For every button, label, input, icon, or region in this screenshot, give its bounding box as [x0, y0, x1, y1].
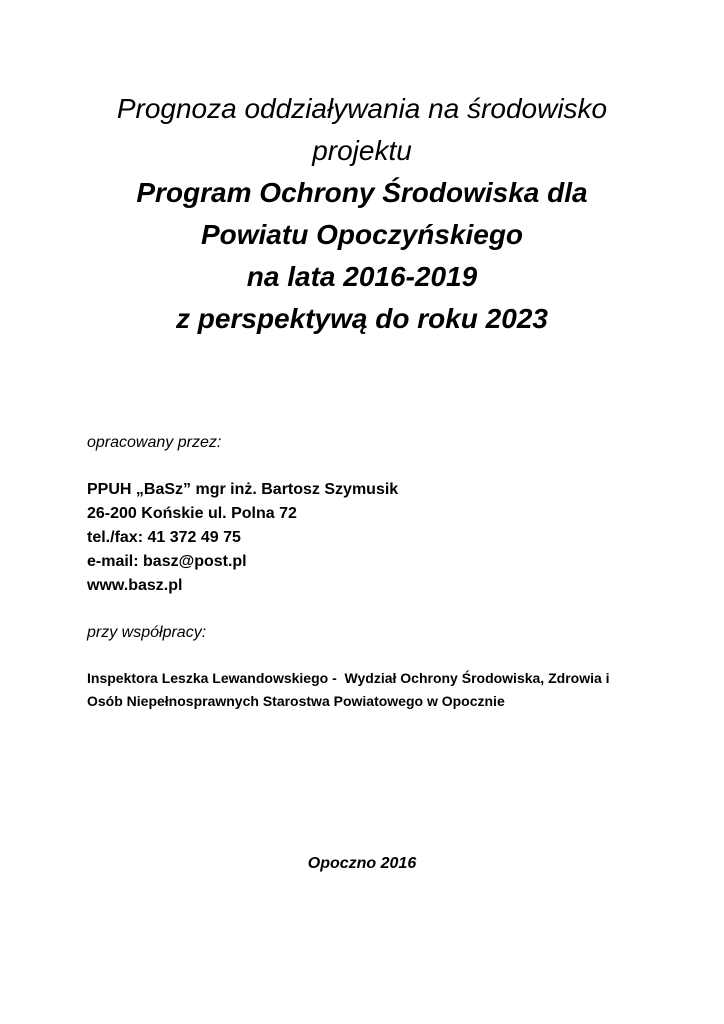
company-address: 26-200 Końskie ul. Polna 72	[87, 505, 297, 522]
cooperation-details	[87, 667, 667, 713]
title-line-3: Program Ochrony Środowiska dla	[136, 177, 588, 208]
document-title	[0, 88, 724, 340]
author-contact	[87, 478, 647, 598]
title-line-6: z perspektywą do roku 2023	[176, 303, 548, 334]
title-line-1: Prognoza oddziaływania na środowisko	[116, 93, 608, 124]
title-line-4: Powiatu Opoczyńskiego	[200, 219, 524, 250]
company-phone: tel./fax: 41 372 49 75	[87, 529, 241, 546]
prepared-by-label: opracowany przez:	[87, 434, 222, 451]
cooperation-label: przy współpracy:	[87, 624, 207, 641]
title-line-5: na lata 2016-2019	[246, 261, 478, 292]
company-email: e-mail: basz@post.pl	[87, 553, 247, 570]
title-line-2: projektu	[312, 135, 412, 166]
cooperation-line-2: Osób Niepełnosprawnych Starostwa Powiatowego w Opocznie	[87, 693, 505, 709]
cooperation-line-1: Inspektora Leszka Lewandowskiego - Wydział Ochrony Środowiska, Zdrowia i	[87, 670, 610, 686]
company-name: PPUH „BaSz” mgr inż. Bartosz Szymusik	[87, 481, 399, 498]
company-website: www.basz.pl	[87, 577, 183, 594]
place-and-year: Opoczno 2016	[307, 855, 417, 872]
